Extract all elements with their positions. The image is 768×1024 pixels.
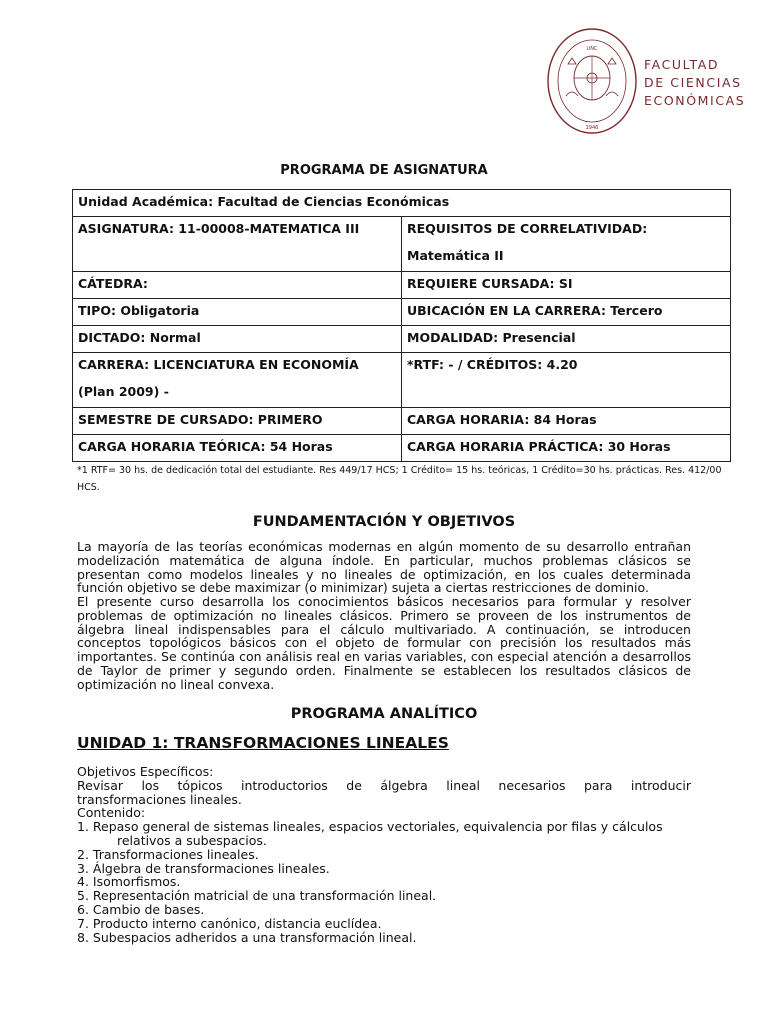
fundamentacion-heading: FUNDAMENTACIÓN Y OBJETIVOS xyxy=(252,514,516,530)
carga-horaria-cell: CARGA HORARIA: 84 Horas xyxy=(402,408,731,435)
carrera-line-2: (Plan 2009) - xyxy=(78,384,169,399)
objetivos-line-1: Revisar los tópicos introductorios de álgebra lineal necesarios para introducir xyxy=(77,777,691,793)
contenido-label: Contenido: xyxy=(77,805,146,821)
tipo-cell: TIPO: Obligatoria xyxy=(73,299,402,326)
catedra-cell: CÁTEDRA: xyxy=(73,272,402,299)
fundamentacion-paragraph-2: El presente curso desarrolla los conocimientos básicos necesarios para formular y resolver problemas de optimización no lineales clásicos. Primero se proveen de los instrumentos de álgebra lineal indispensables para el cálculo multivariado. A continuación, se introducen conceptos topológicos básicos con el objeto de formular con precisión los resultados más importantes. Se continúa con análisis real en varias variables, con especial atención a desarrollos de Taylor de primer y segundo orden. Finalmente se establecen los resultados clásicos de optimización no lineal convexa. xyxy=(77,594,691,692)
unit-1-title: UNIDAD 1: TRANSFORMACIONES LINEALES xyxy=(77,734,449,752)
content-item-1-line-2: relativos a subespacios. xyxy=(117,832,267,848)
ubicacion-cell: UBICACIÓN EN LA CARRERA: Tercero xyxy=(402,299,731,326)
list-item: 6. Cambio de bases. xyxy=(77,901,205,917)
faculty-name-line-3: ECONÓMICAS xyxy=(644,93,746,108)
carrera-line-1: CARRERA: LICENCIATURA EN ECONOMÍA xyxy=(78,357,359,372)
list-item: 5. Representación matricial de una transformación lineal. xyxy=(77,888,437,904)
document-title: PROGRAMA DE ASIGNATURA xyxy=(280,163,488,178)
faculty-name-line-1: FACULTAD xyxy=(644,57,720,72)
requiere-cursada-cell: REQUIERE CURSADA: SI xyxy=(402,272,731,299)
programa-analitico-heading: PROGRAMA ANALÍTICO xyxy=(290,706,478,722)
unit-1-body xyxy=(77,765,691,944)
carga-practica-cell: CARGA HORARIA PRÁCTICA: 30 Horas xyxy=(402,435,731,462)
seal-year: 1946 xyxy=(585,125,599,131)
list-item: 4. Isomorfismos. xyxy=(77,874,181,890)
asignatura-cell: ASIGNATURA: 11-00008-MATEMATICA III xyxy=(73,217,402,272)
semestre-cell: SEMESTRE DE CURSADO: PRIMERO xyxy=(73,408,402,435)
list-item: 7. Producto interno canónico, distancia euclídea. xyxy=(77,915,382,931)
list-item: 2. Transformaciones lineales. xyxy=(77,846,259,862)
requisitos-label: REQUISITOS DE CORRELATIVIDAD: xyxy=(407,221,648,236)
faculty-name xyxy=(644,56,745,110)
rtf-creditos-cell: *RTF: - / CRÉDITOS: 4.20 xyxy=(402,353,731,408)
list-item xyxy=(77,820,691,848)
seal-center-text: UNC xyxy=(586,46,598,52)
unidad-academica-cell: Unidad Académica: Facultad de Ciencias Económicas xyxy=(73,190,731,217)
modalidad-cell: MODALIDAD: Presencial xyxy=(402,326,731,353)
dictado-cell: DICTADO: Normal xyxy=(73,326,402,353)
requisitos-cell xyxy=(402,217,731,272)
list-item: 3. Álgebra de transformaciones lineales. xyxy=(77,860,330,876)
contenido-list xyxy=(77,820,691,944)
faculty-seal-logo xyxy=(546,26,638,136)
fundamentacion-paragraph-1: La mayoría de las teorías económicas modernas en algún momento de su desarrollo entrañan modelización matemática de alguna índole. En particular, muchos problemas clásicos se presentan como modelos lineales y no lineales de optimización, en los cuales determinada función objetivo se debe maximizar (o minimizar) sujeta a ciertas restricciones de dominio. xyxy=(77,539,691,596)
carga-teorica-cell: CARGA HORARIA TEÓRICA: 54 Horas xyxy=(73,435,402,462)
objetivos-line-2: transformaciones lineales. xyxy=(77,791,242,807)
carrera-cell xyxy=(73,353,402,408)
requisitos-value: Matemática II xyxy=(407,248,504,263)
course-info-table xyxy=(72,189,731,462)
content-item-1-line-1: 1. Repaso general de sistemas lineales, espacios vectoriales, equivalencia por filas y cálculos xyxy=(77,819,663,835)
list-item: 8. Subespacios adheridos a una transformación lineal. xyxy=(77,929,417,945)
credits-footnote: *1 RTF= 30 hs. de dedicación total del estudiante. Res 449/17 HCS; 1 Crédito= 15 hs. teóricas, 1 Crédito=30 hs. prácticas. Res. 412/00 HCS. xyxy=(77,465,722,493)
faculty-name-line-2: DE CIENCIAS xyxy=(644,75,742,90)
objetivos-label: Objetivos Específicos: xyxy=(77,764,214,779)
